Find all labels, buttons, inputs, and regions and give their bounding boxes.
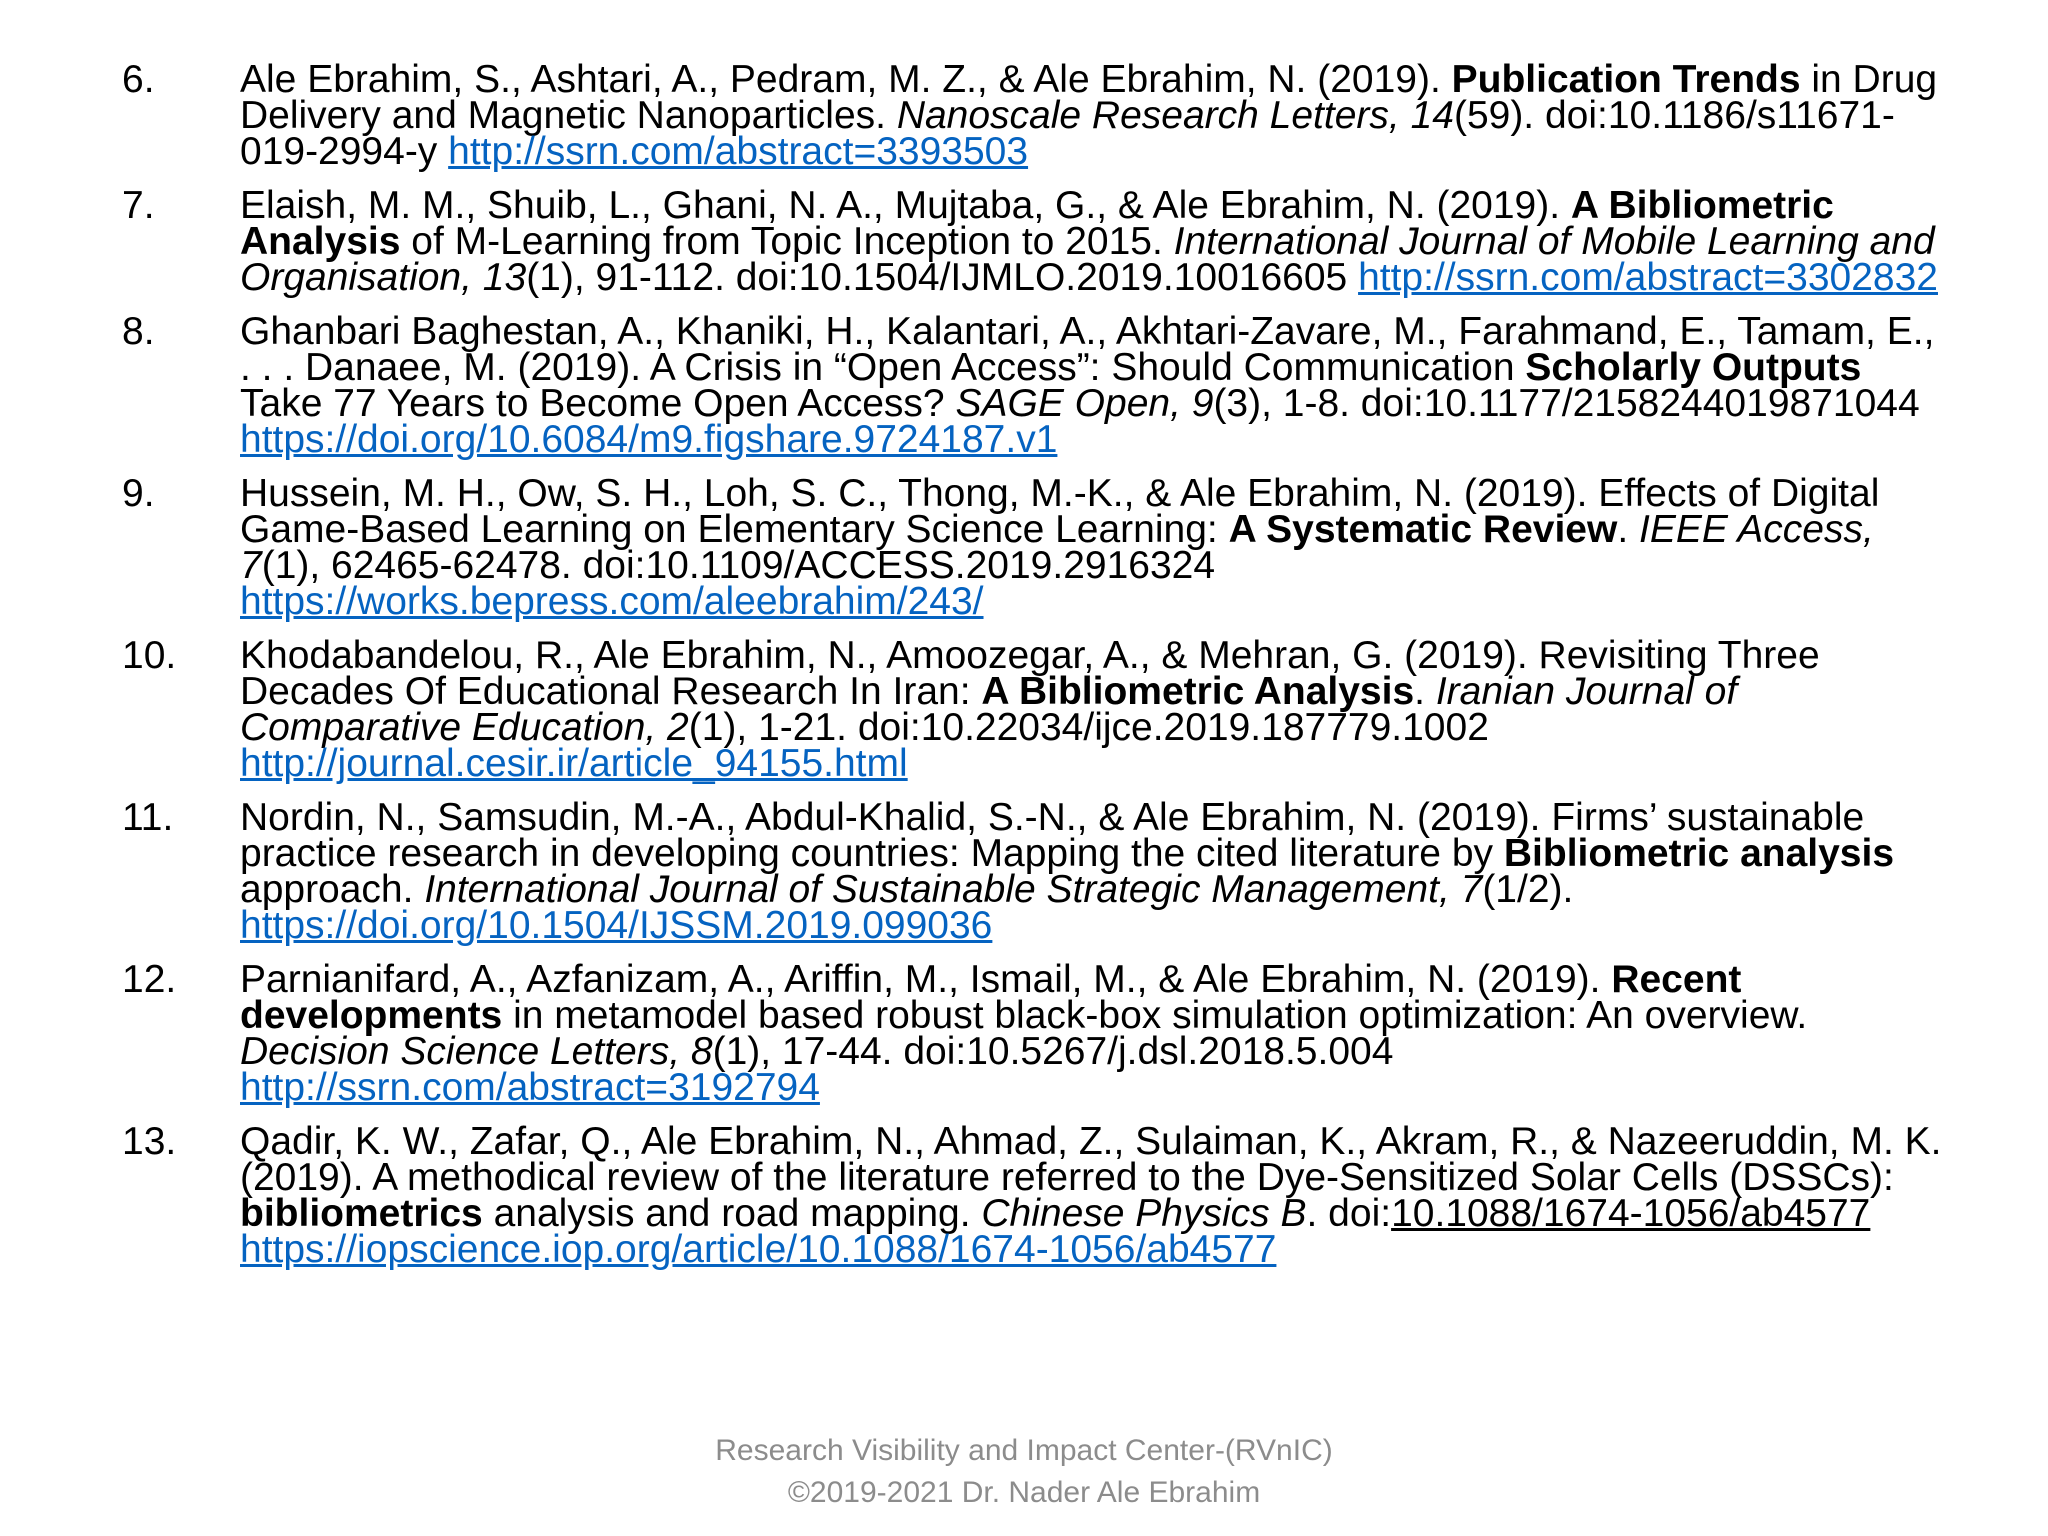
citation-text: Hussein, M. H., Ow, S. H., Loh, S. C., Thong, M.-K., & Ale Ebrahim, N. (2019). Effects of Digital Game-Based Learning on Elementary Science Learning: <box>240 472 1880 551</box>
citation-highlight: A Systematic Review <box>1228 508 1618 551</box>
citation-link[interactable]: https://doi.org/10.1504/IJSSM.2019.099036 <box>240 904 993 947</box>
citation-link[interactable]: http://ssrn.com/abstract=3192794 <box>240 1066 820 1109</box>
citation-journal: Iranian Journal of Comparative Education, 2 <box>240 670 1738 749</box>
footer-organization: Research Visibility and Impact Center-(RVnIC) <box>715 1434 1333 1467</box>
reference-item <box>122 796 1942 947</box>
citation-text: Khodabandelou, R., Ale Ebrahim, N., Amoozegar, A., & Mehran, G. (2019). Revisiting Three Decades Of Educational Research In Iran: <box>240 634 1820 713</box>
reference-number: 12. <box>122 958 177 1001</box>
citation-text: in metamodel based robust black-box simulation optimization: An overview. <box>502 994 1808 1037</box>
citation-text: in Drug Delivery and Magnetic Nanoparticles. <box>240 58 1938 137</box>
citation-text: Take 77 Years to Become Open Access? <box>240 382 956 425</box>
footer-copyright: ©2019-2021 Dr. Nader Ale Ebrahim <box>787 1476 1261 1509</box>
reference-number: 9. <box>122 472 155 515</box>
citation-link[interactable]: https://iopscience.iop.org/article/10.1088/1674-1056/ab4577 <box>240 1228 1277 1271</box>
footer <box>0 1430 2048 1514</box>
citation-text: . <box>1617 508 1639 551</box>
reference-item <box>122 634 1942 785</box>
reference-citation <box>240 796 1942 947</box>
citation-text: Qadir, K. W., Zafar, Q., Ale Ebrahim, N., Ahmad, Z., Sulaiman, K., Akram, R., & Nazeeruddin, M. K. (2019). A methodical review of the literature referred to the Dye-Sensitized Solar Cells (DSSCs): <box>240 1120 1942 1199</box>
citation-journal: Decision Science Letters, 8 <box>240 1030 713 1073</box>
citation-text: analysis and road mapping. <box>482 1192 982 1235</box>
citation-text: Parnianifard, A., Azfanizam, A., Ariffin, M., Ismail, M., & Ale Ebrahim, N. (2019). <box>240 958 1612 1001</box>
citation-text: Ghanbari Baghestan, A., Khaniki, H., Kalantari, A., Akhtari-Zavare, M., Farahmand, E., Tamam, E., . . . Danaee, M. (2019). A Crisis in “Open Access”: Should Communication <box>240 310 1935 389</box>
reference-citation <box>240 634 1942 785</box>
reference-citation <box>240 958 1942 1109</box>
citation-highlight: Recent developments <box>240 958 1742 1037</box>
reference-number: 8. <box>122 310 155 353</box>
citation-highlight: bibliometrics <box>240 1192 483 1235</box>
citation-journal: International Journal of Mobile Learning and Organisation, 13 <box>240 220 1935 299</box>
citation-journal: IEEE Access, 7 <box>240 508 1874 587</box>
reference-number: 13. <box>122 1120 177 1163</box>
citation-highlight: Publication Trends <box>1451 58 1801 101</box>
citation-journal: International Journal of Sustainable Strategic Management, 7 <box>424 868 1483 911</box>
citation-link[interactable]: http://ssrn.com/abstract=3302832 <box>1358 256 1938 299</box>
reference-item <box>122 184 1942 299</box>
citation-doi: 10.1088/1674-1056/ab4577 <box>1391 1192 1871 1235</box>
reference-number: 11. <box>122 796 174 839</box>
reference-item <box>122 58 1942 173</box>
reference-number: 10. <box>122 634 177 677</box>
citation-journal: Nanoscale Research Letters, 14 <box>896 94 1454 137</box>
reference-citation <box>240 1120 1942 1271</box>
citation-highlight: A Bibliometric Analysis <box>981 670 1415 713</box>
reference-item <box>122 472 1942 623</box>
reference-item <box>122 958 1942 1109</box>
citation-text: . doi: <box>1306 1192 1392 1235</box>
reference-number: 6. <box>122 58 155 101</box>
citation-text: Nordin, N., Samsudin, M.-A., Abdul-Khalid, S.-N., & Ale Ebrahim, N. (2019). Firms’ sustainable practice research in developing countries: Mapping the cited literature by <box>240 796 1865 875</box>
citation-link[interactable]: http://ssrn.com/abstract=3393503 <box>448 130 1029 173</box>
reference-citation <box>240 58 1942 173</box>
citation-text: approach. <box>240 868 425 911</box>
citation-highlight: Scholarly Outputs <box>1525 346 1862 389</box>
reference-item <box>122 1120 1942 1271</box>
citation-journal: Chinese Physics B <box>981 1192 1307 1235</box>
reference-citation <box>240 472 1942 623</box>
citation-link[interactable]: https://works.bepress.com/aleebrahim/243/ <box>240 580 984 623</box>
citation-text: (3), 1-8. doi:10.1177/2158244019871044 <box>1213 382 1920 425</box>
reference-item <box>122 310 1942 461</box>
reference-list <box>122 58 1942 1286</box>
citation-link[interactable]: http://journal.cesir.ir/article_94155.html <box>240 742 908 785</box>
citation-text: . <box>1414 670 1436 713</box>
citation-text: (1/2). <box>1482 868 1574 911</box>
citation-text: Elaish, M. M., Shuib, L., Ghani, N. A., Mujtaba, G., & Ale Ebrahim, N. (2019). <box>240 184 1571 227</box>
citation-text: of M-Learning from Topic Inception to 2015. <box>400 220 1174 263</box>
citation-text: (1), 62465-62478. doi:10.1109/ACCESS.2019.2916324 <box>261 544 1216 587</box>
reference-citation <box>240 184 1942 299</box>
citation-text: (1), 1-21. doi:10.22034/ijce.2019.187779.1002 <box>688 706 1489 749</box>
citation-text: (1), 17-44. doi:10.5267/j.dsl.2018.5.004 <box>712 1030 1394 1073</box>
citation-highlight: A Bibliometric Analysis <box>240 184 1834 263</box>
citation-text: (59). doi:10.1186/s11671-019-2994-y <box>240 94 1895 173</box>
citation-highlight: Bibliometric analysis <box>1503 832 1895 875</box>
citation-text: Ale Ebrahim, S., Ashtari, A., Pedram, M. Z., & Ale Ebrahim, N. (2019). <box>240 58 1452 101</box>
reference-number: 7. <box>122 184 155 227</box>
citation-link[interactable]: https://doi.org/10.6084/m9.figshare.9724187.v1 <box>240 418 1058 461</box>
reference-citation <box>240 310 1942 461</box>
citation-text: (1), 91-112. doi:10.1504/IJMLO.2019.10016605 <box>526 256 1359 299</box>
citation-journal: SAGE Open, 9 <box>955 382 1214 425</box>
